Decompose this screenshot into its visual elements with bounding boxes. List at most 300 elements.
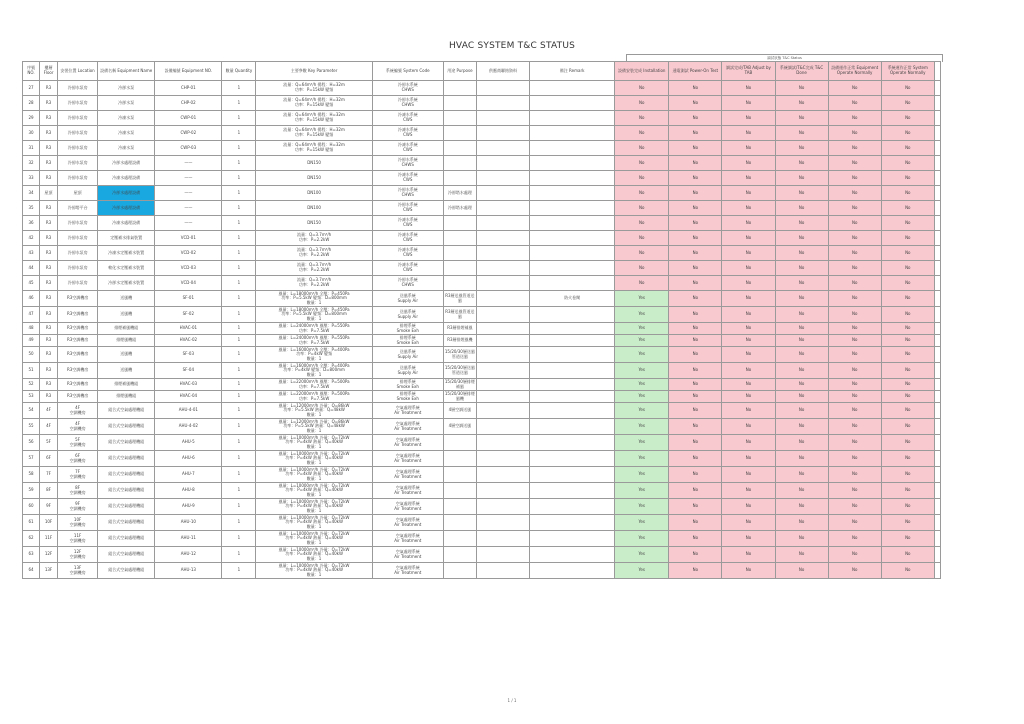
status-cell-1: Yes [615,391,669,403]
cell-location: R3空調機房 [58,335,98,347]
status-cell-5: No [828,231,881,246]
row-spacer [934,171,940,186]
status-cell-6: No [881,335,934,347]
cell-equipment-no: SF-04 [155,363,222,379]
status-cell-3: No [722,186,775,201]
status-cell-5: No [828,391,881,403]
row-spacer [934,276,940,291]
cell-equipment-no: AHU-10 [155,515,222,531]
row-spacer [934,246,940,261]
cell-parameter: DN150 [256,156,372,171]
cell-location: 屋頂 [58,186,98,201]
cell-quantity: 1 [222,81,256,96]
status-cell-3: No [722,379,775,391]
status-cell-5: No [828,483,881,499]
col-header-remark: 備注 Remark [530,62,615,81]
status-cell-1: Yes [615,335,669,347]
table-row [23,547,941,563]
row-spacer [934,483,940,499]
status-cell-4: No [775,307,828,323]
cell-location: R3空調機房 [58,391,98,403]
status-cell-5: No [828,547,881,563]
cell-supplier [476,379,529,391]
col-header-status-5: 設備運作正常 Equipment Operate Normally [828,62,881,81]
cell-quantity: 1 [222,96,256,111]
table-row [23,261,941,276]
cell-remark [530,141,615,156]
status-cell-2: No [669,96,722,111]
status-cell-2: No [669,515,722,531]
cell-floor: 11F [40,531,58,547]
cell-system: 冷凍水系統 CWS [372,171,443,186]
cell-purpose: R3層排煙風機 [443,335,476,347]
status-cell-6: No [881,547,934,563]
status-cell-2: No [669,403,722,419]
cell-purpose [443,231,476,246]
cell-equipment-no: AHU-4-02 [155,419,222,435]
cell-quantity: 1 [222,216,256,231]
cell-equipment: 組合式空氣處理機組 [98,451,155,467]
cell-quantity: 1 [222,186,256,201]
status-cell-4: No [775,403,828,419]
cell-purpose: R3層送風管道送風 [443,291,476,307]
cell-remark [530,379,615,391]
status-cell-2: No [669,483,722,499]
status-cell-5: No [828,261,881,276]
cell-equipment: 軟化水定壓補水裝置 [98,261,155,276]
cell-supplier [476,335,529,347]
cell-supplier [476,141,529,156]
cell-remark [530,171,615,186]
cell-no: 59 [23,483,40,499]
status-cell-5: No [828,499,881,515]
cell-location: 7F 空調機房 [58,467,98,483]
cell-quantity: 1 [222,419,256,435]
status-cell-3: No [722,323,775,335]
cell-location: 10F 空調機房 [58,515,98,531]
cell-supplier [476,451,529,467]
cell-location: 冷卻水泵房 [58,171,98,186]
cell-remark [530,246,615,261]
row-spacer [934,435,940,451]
cell-system: 空氣處理系統 Air Treatment [372,435,443,451]
cell-supplier [476,96,529,111]
status-cell-5: No [828,307,881,323]
status-cell-4: No [775,379,828,391]
cell-supplier [476,563,529,579]
cell-location: R3空調機房 [58,291,98,307]
cell-equipment: 排煙風機組 [98,391,155,403]
cell-supplier [476,347,529,363]
row-spacer [934,515,940,531]
table-row [23,335,941,347]
status-cell-5: No [828,96,881,111]
status-cell-6: No [881,156,934,171]
cell-equipment: 冷凍水泵 [98,141,155,156]
cell-supplier [476,323,529,335]
cell-system: 空氣處理系統 Air Treatment [372,563,443,579]
cell-supplier [476,171,529,186]
cell-location: 冷卻水泵房 [58,96,98,111]
cell-equipment-no: HVAC-03 [155,379,222,391]
status-cell-1: Yes [615,547,669,563]
cell-supplier [476,246,529,261]
cell-floor: 9F [40,499,58,515]
cell-quantity: 1 [222,363,256,379]
col-header-status-6: 系統運作正常 System Operate Normally [881,62,934,81]
status-cell-6: No [881,563,934,579]
table-row [23,231,941,246]
status-cell-5: No [828,531,881,547]
cell-no: 55 [23,419,40,435]
cell-floor: 12F [40,547,58,563]
status-cell-4: No [775,261,828,276]
status-cell-4: No [775,231,828,246]
cell-supplier [476,483,529,499]
cell-floor: 5F [40,435,58,451]
status-cell-2: No [669,186,722,201]
col-header-system: 系統編號 System Code [372,62,443,81]
cell-equipment-no: AHU-4-01 [155,403,222,419]
status-cell-4: No [775,499,828,515]
status-cell-4: No [775,141,828,156]
cell-location: 冷卻水泵房 [58,141,98,156]
status-cell-6: No [881,467,934,483]
status-cell-4: No [775,467,828,483]
cell-supplier [476,216,529,231]
cell-floor: R3 [40,201,58,216]
status-cell-2: No [669,335,722,347]
status-cell-5: No [828,171,881,186]
status-cell-3: No [722,419,775,435]
cell-equipment-no: AHU-6 [155,451,222,467]
status-cell-6: No [881,231,934,246]
col-header-status-3: 調試完成/TAB Adjust by TAB [722,62,775,81]
cell-floor: R3 [40,347,58,363]
table-row [23,201,941,216]
row-spacer [934,451,940,467]
status-cell-3: No [722,499,775,515]
cell-no: 42 [23,231,40,246]
status-cell-1: No [615,186,669,201]
status-cell-3: No [722,307,775,323]
cell-quantity: 1 [222,515,256,531]
row-spacer [934,347,940,363]
cell-parameter: 風量：L=16000m³/h 全壓：P=400Pa 功率：P=4kW 變頻：D=800mm 數量：1 [256,363,372,379]
cell-remark [530,323,615,335]
status-cell-6: No [881,531,934,547]
status-cell-1: No [615,171,669,186]
cell-parameter: 風量：L=10000m³/h 冷量：Q=72kW 功率：P=4kW 熱量：Q=40kW 數量：1 [256,531,372,547]
cell-no: 56 [23,435,40,451]
cell-equipment: 組合式空氣處理機組 [98,499,155,515]
cell-no: 61 [23,515,40,531]
cell-system: 送風系統 Supply Air [372,363,443,379]
status-cell-2: No [669,363,722,379]
status-cell-3: No [722,515,775,531]
table-body [23,81,941,579]
equipment-table [22,61,941,579]
cell-quantity: 1 [222,141,256,156]
cell-floor: R3 [40,141,58,156]
row-spacer [934,391,940,403]
cell-system: 冷凍水系統 CWS [372,126,443,141]
status-cell-5: No [828,515,881,531]
cell-system: 排煙系統 Smoke Exh [372,335,443,347]
cell-quantity: 1 [222,347,256,363]
status-cell-3: No [722,483,775,499]
cell-quantity: 1 [222,483,256,499]
cell-floor: R3 [40,379,58,391]
cell-purpose [443,246,476,261]
row-spacer [934,403,940,419]
status-cell-6: No [881,391,934,403]
status-cell-3: No [722,126,775,141]
cell-floor: R3 [40,111,58,126]
cell-system: 冷凍水系統 CWS [372,111,443,126]
cell-supplier [476,307,529,323]
cell-purpose [443,216,476,231]
table-row [23,126,941,141]
cell-equipment-no: CHP-02 [155,96,222,111]
status-cell-2: No [669,307,722,323]
cell-equipment-no: AHU-9 [155,499,222,515]
cell-no: 58 [23,467,40,483]
cell-system: 冷卻水系統 CHWS [372,81,443,96]
cell-purpose: 冷卻塔水處理 [443,186,476,201]
cell-supplier [476,391,529,403]
status-cell-1: Yes [615,451,669,467]
table-row [23,391,941,403]
table-row [23,276,941,291]
cell-system: 空氣處理系統 Air Treatment [372,467,443,483]
status-cell-3: No [722,451,775,467]
status-cell-1: No [615,216,669,231]
cell-location: R3空調機房 [58,307,98,323]
cell-equipment: 冷卻水定壓補水裝置 [98,276,155,291]
status-cell-3: No [722,563,775,579]
cell-floor: R3 [40,81,58,96]
status-cell-6: No [881,483,934,499]
cell-no: 63 [23,547,40,563]
row-spacer [934,363,940,379]
cell-remark [530,403,615,419]
col-header-equipment: 設備名稱 Equipment Name [98,62,155,81]
cell-equipment-no: VCD-02 [155,246,222,261]
cell-remark [530,467,615,483]
cell-floor: R3 [40,391,58,403]
status-cell-5: No [828,276,881,291]
status-cell-1: No [615,276,669,291]
cell-floor: R3 [40,307,58,323]
cell-purpose [443,126,476,141]
cell-location: 冷卻水泵房 [58,276,98,291]
status-cell-2: No [669,111,722,126]
status-cell-3: No [722,467,775,483]
cell-parameter: 風量：L=24000m³/h 風壓：P=550Pa 功率：P=7.5kW [256,335,372,347]
cell-no: 43 [23,246,40,261]
status-cell-4: No [775,363,828,379]
status-cell-4: No [775,547,828,563]
cell-equipment: 組合式空氣處理機組 [98,515,155,531]
cell-quantity: 1 [222,111,256,126]
cell-location: 6F 空調機房 [58,451,98,467]
cell-system: 空氣處理系統 Air Treatment [372,547,443,563]
cell-remark [530,81,615,96]
status-cell-5: No [828,435,881,451]
cell-parameter: DN150 [256,171,372,186]
status-cell-1: No [615,126,669,141]
status-cell-1: Yes [615,515,669,531]
status-cell-3: No [722,391,775,403]
cell-parameter: 風量：L=24000m³/h 風壓：P=550Pa 功率：P=7.5kW [256,323,372,335]
row-spacer [934,96,940,111]
status-cell-4: No [775,96,828,111]
cell-parameter: 流量：Q=3.7m³/h 功率：P=2.2kW [256,231,372,246]
cell-system: 冷卻水系統 CHWS [372,276,443,291]
cell-parameter: 風量：L=18000m³/h 全壓：P=450Pa 功率：P=5.5kW 變頻：D=800mm 數量：1 [256,291,372,307]
cell-equipment-no: —— [155,171,222,186]
cell-parameter: 風量：L=12000m³/h 冷量：Q=86kW 功率：P=5.5kW 熱量：Q=48kW 數量：1 [256,403,372,419]
cell-purpose [443,171,476,186]
status-cell-4: No [775,156,828,171]
cell-system: 送風系統 Supply Air [372,307,443,323]
cell-equipment: 冷卻水處理設備 [98,201,155,216]
status-cell-4: No [775,335,828,347]
status-cell-3: No [722,261,775,276]
cell-remark [530,216,615,231]
cell-equipment: 排煙補風機組 [98,379,155,391]
cell-parameter: 風量：L=10000m³/h 冷量：Q=72kW 功率：P=4kW 熱量：Q=40kW 數量：1 [256,499,372,515]
status-cell-4: No [775,291,828,307]
status-cell-6: No [881,201,934,216]
cell-remark [530,335,615,347]
status-cell-1: Yes [615,291,669,307]
table-row [23,467,941,483]
table-row [23,403,941,419]
status-cell-5: No [828,347,881,363]
status-cell-2: No [669,156,722,171]
cell-remark [530,96,615,111]
cell-system: 空氣處理系統 Air Treatment [372,515,443,531]
status-cell-6: No [881,246,934,261]
status-cell-2: No [669,563,722,579]
cell-floor: 8F [40,483,58,499]
cell-quantity: 1 [222,323,256,335]
cell-no: 50 [23,347,40,363]
status-cell-4: No [775,391,828,403]
status-cell-2: No [669,261,722,276]
col-header-status-2: 通電測試 Power-On Test [669,62,722,81]
cell-purpose [443,451,476,467]
table-row [23,451,941,467]
cell-remark [530,435,615,451]
status-cell-2: No [669,201,722,216]
cell-floor: R3 [40,171,58,186]
cell-no: 49 [23,335,40,347]
table-row [23,111,941,126]
table-row [23,515,941,531]
status-cell-6: No [881,435,934,451]
table-row [23,499,941,515]
cell-equipment: 冷卻水泵 [98,96,155,111]
cell-floor: R3 [40,216,58,231]
cell-location: 4F 空調機房 [58,403,98,419]
cell-purpose [443,111,476,126]
cell-quantity: 1 [222,246,256,261]
status-cell-3: No [722,81,775,96]
status-cell-3: No [722,141,775,156]
status-cell-1: No [615,156,669,171]
cell-equipment: 送風機 [98,291,155,307]
table-row [23,483,941,499]
cell-quantity: 1 [222,307,256,323]
cell-location: 冷卻水泵房 [58,111,98,126]
status-cell-6: No [881,96,934,111]
cell-equipment: 組合式空氣處理機組 [98,547,155,563]
cell-no: 52 [23,379,40,391]
cell-purpose [443,563,476,579]
cell-purpose: 15/20/30層排煙補風 [444,378,475,389]
cell-floor: 屋頂 [40,186,58,201]
status-cell-4: No [775,323,828,335]
cell-parameter: DN100 [256,186,372,201]
cell-no: 51 [23,363,40,379]
cell-remark [530,547,615,563]
cell-remark [530,347,615,363]
status-cell-2: No [669,231,722,246]
status-cell-2: No [669,216,722,231]
status-cell-1: Yes [615,307,669,323]
status-cell-5: No [828,419,881,435]
row-spacer [934,499,940,515]
cell-purpose: R3層送風管道送風 [443,307,476,323]
status-cell-1: Yes [615,563,669,579]
status-cell-3: No [722,547,775,563]
cell-system: 排煙系統 Smoke Exh [372,323,443,335]
cell-system: 冷卻水系統 CHWS [372,96,443,111]
table-row [23,563,941,579]
cell-supplier [476,231,529,246]
status-cell-4: No [775,451,828,467]
status-cell-6: No [881,347,934,363]
table-row [23,379,941,391]
cell-parameter: 風量：L=16000m³/h 全壓：P=400Pa 功率：P=4kW 變頻 數量：1 [256,347,372,363]
cell-equipment-no: AHU-8 [155,483,222,499]
status-cell-6: No [881,261,934,276]
cell-equipment-no: AHU-12 [155,547,222,563]
status-cell-1: No [615,201,669,216]
status-cell-2: No [669,419,722,435]
cell-quantity: 1 [222,435,256,451]
cell-parameter: 流量：Q=3.7m³/h 功率：P=2.2kW [256,276,372,291]
cell-supplier [476,261,529,276]
cell-equipment: 冷卻水處理設備 [98,186,155,201]
table-row [23,156,941,171]
cell-purpose: 4層空調送風 [443,403,476,419]
table-row [23,347,941,363]
cell-location: 冷卻水泵房 [58,246,98,261]
cell-equipment: 冷凍水泵 [98,111,155,126]
cell-remark [530,231,615,246]
status-cell-3: No [722,96,775,111]
cell-no: 62 [23,531,40,547]
cell-floor: R3 [40,126,58,141]
cell-equipment: 組合式空氣處理機組 [98,531,155,547]
cell-no: 57 [23,451,40,467]
cell-equipment-no: SF-01 [155,291,222,307]
col-header-purpose: 用途 Purpose [443,62,476,81]
